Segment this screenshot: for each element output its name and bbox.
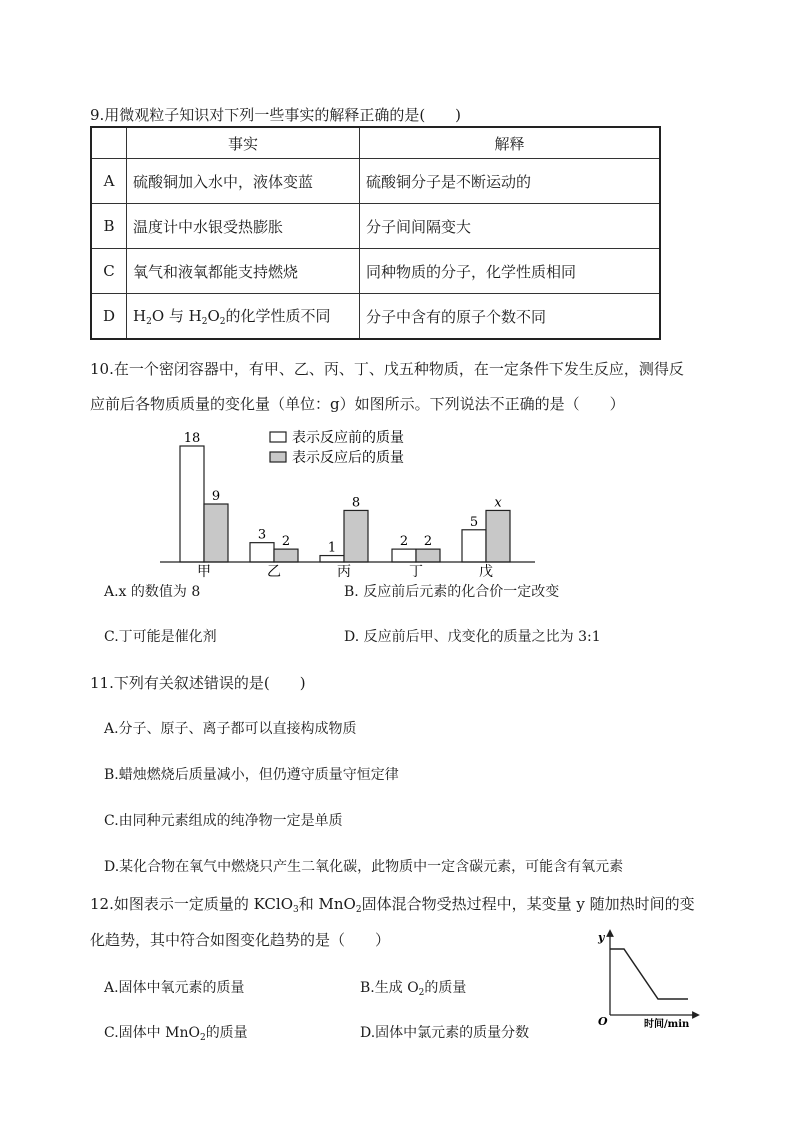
row-explain: 分子中含有的原子个数不同 (360, 294, 661, 340)
q11-option-a: A.分子、原子、离子都可以直接构成物质 (104, 721, 357, 737)
row-fact: 温度计中水银受热膨胀 (127, 204, 360, 249)
bar-before-0 (180, 446, 204, 562)
legend-label: 表示反应后的质量 (292, 450, 404, 466)
table-row (91, 294, 660, 340)
row-fact: 硫酸铜加入水中，液体变蓝 (127, 159, 360, 204)
q11-option-b: B.蜡烛燃烧后质量减小，但仍遵守质量守恒定律 (104, 767, 399, 783)
bar-before-3 (392, 549, 416, 562)
q12-option-d: D.固体中氯元素的质量分数 (360, 1025, 530, 1041)
x-axis-label: 时间/min (644, 1019, 690, 1030)
q9-table (90, 126, 661, 340)
bar-chart (160, 420, 540, 585)
bar-value-label: 2 (399, 534, 409, 550)
bar-after-1 (274, 549, 298, 562)
row-explain: 分子间间隔变大 (360, 204, 661, 249)
bar-value-label: 1 (327, 540, 337, 556)
header-explain: 解释 (360, 127, 661, 159)
row-fact: $H_2O$ 与 $H_2O_2$的化学性质不同 (127, 294, 360, 340)
chart-legend (270, 429, 404, 466)
table-row (91, 159, 660, 204)
bar-after-0 (204, 504, 228, 562)
row-explain: 同种物质的分子，化学性质相同 (360, 249, 661, 294)
bar-after-3 (416, 549, 440, 562)
trend-graph (592, 925, 702, 1030)
trend-line (610, 949, 688, 999)
header-fact: 事实 (127, 127, 360, 159)
bar-value-label: 3 (257, 527, 267, 543)
q12-stem-line2: 化趋势，其中符合如图变化趋势的是（ ） (90, 931, 391, 949)
bar-before-4 (462, 530, 486, 562)
q12-option-b: B.生成 $O_2$的质量 (360, 980, 467, 998)
bar-before-1 (250, 543, 274, 562)
category-label: 丁 (409, 564, 423, 580)
q10-option-d: D. 反应前后甲、戊变化的质量之比为 3:1 (344, 629, 601, 645)
row-letter: A (91, 159, 127, 204)
q10-option-a: A.x 的数值为 8 (104, 584, 201, 600)
q10-stem-line2: 应前后各物质质量的变化量（单位：g）如图所示。下列说法不正确的是（ ） (90, 395, 625, 413)
bar-value-label: 5 (469, 514, 479, 530)
category-label: 戊 (479, 564, 493, 580)
row-letter: B (91, 204, 127, 249)
table-row (91, 204, 660, 249)
bar-before-2 (320, 556, 344, 562)
row-letter: C (91, 249, 127, 294)
q11-option-d: D.某化合物在氧气中燃烧只产生二氧化碳，此物质中一定含碳元素，可能含有氧元素 (104, 859, 624, 875)
row-letter: D (91, 294, 127, 340)
origin-label: O (598, 1015, 608, 1028)
q12-option-a: A.固体中氧元素的质量 (104, 980, 245, 996)
q12-stem-line1: 12.如图表示一定质量的 KClO$_3$和 MnO$_2$固体混合物受热过程中，某变量 y 随加热时间的变 (90, 895, 695, 915)
table-row (91, 249, 660, 294)
q10-stem-line1: 10.在一个密闭容器中，有甲、乙、丙、丁、戊五种物质，在一定条件下发生反应，测得反 (90, 360, 684, 378)
bar-value-label: 9 (211, 489, 221, 504)
q10-option-b: B. 反应前后元素的化合价一定改变 (344, 584, 560, 600)
bar-value-label: 18 (183, 431, 201, 446)
category-label: 丙 (337, 564, 351, 580)
bar-after-2 (344, 510, 368, 562)
category-label: 乙 (267, 564, 281, 580)
row-fact: 氧气和液氧都能支持燃烧 (127, 249, 360, 294)
legend-swatch (270, 432, 286, 442)
q9-stem: 9.用微观粒子知识对下列一些事实的解释正确的是( ) (90, 106, 462, 124)
table-header-row (91, 127, 660, 159)
legend-swatch (270, 452, 286, 462)
q11-option-c: C.由同种元素组成的纯净物一定是单质 (104, 813, 343, 829)
bar-after-4 (486, 510, 510, 562)
row-explain: 硫酸铜分子是不断运动的 (360, 159, 661, 204)
y-axis-label: y (598, 931, 605, 944)
bar-value-label: 8 (351, 495, 361, 511)
q10-option-c: C.丁可能是催化剂 (104, 629, 217, 645)
bar-value-label: 2 (281, 534, 291, 550)
bar-value-label: 2 (423, 534, 433, 550)
legend-label: 表示反应前的质量 (292, 430, 404, 446)
q11-stem: 11.下列有关叙述错误的是( ) (90, 674, 306, 692)
category-label: 甲 (197, 564, 211, 580)
q12-option-c: C.固体中 MnO$_2$的质量 (104, 1025, 248, 1043)
bar-value-label: x (494, 495, 502, 511)
